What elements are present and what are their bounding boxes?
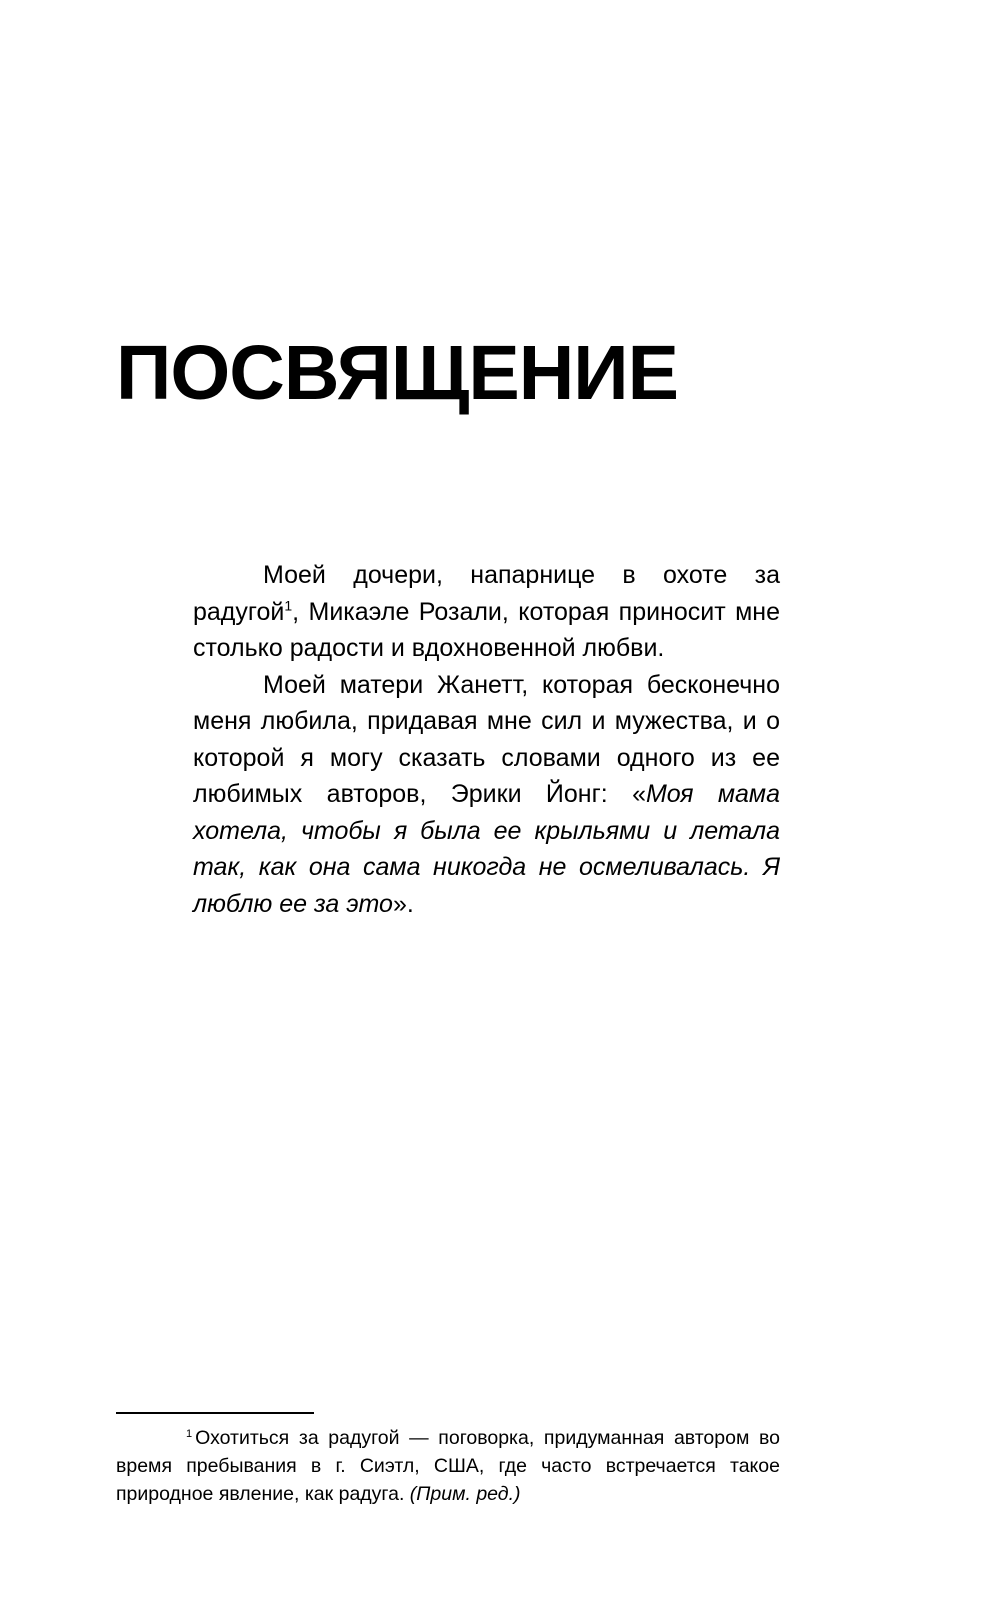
footnote-divider xyxy=(116,1412,314,1414)
quote-open-mark: « xyxy=(632,780,646,808)
footnote xyxy=(116,1424,780,1508)
footnote-text: Охотиться за радугой — поговорка, придуманная автором во время пребывания в г. Сиэтл, США, где часто встречается такое природное явление, как радуга. xyxy=(116,1427,780,1505)
footnote-paragraph xyxy=(116,1424,780,1508)
footnote-marker: 1 xyxy=(186,1427,193,1440)
dedication-paragraph-daughter xyxy=(193,557,780,667)
editor-note: (Прим. ред.) xyxy=(409,1483,521,1505)
page-title: ПОСВЯЩЕНИЕ xyxy=(116,330,679,416)
footnote-reference: 1 xyxy=(284,597,293,614)
quote-close-mark: ». xyxy=(392,889,414,918)
dedication-mother-text: Моей матери Жанетт, которая бесконечно меня любила, придавая мне сил и мужества, и о которой я могу сказать словами одного из ее любимых авторов, Эрики Йонг: xyxy=(193,670,780,808)
dedication-daughter-text-continued: , Микаэле Розали, которая приносит мне столько радости и вдохновенной любви. xyxy=(193,597,780,662)
dedication-text xyxy=(193,557,780,922)
dedication-paragraph-mother xyxy=(193,667,780,923)
dedication-daughter-text: Моей дочери, напарнице в охоте за радугой xyxy=(193,561,780,626)
erica-jong-quote: Моя мама хотела, чтобы я была ее крыльями и летала так, как она сама никогда не осмеливалась. Я люблю ее за это xyxy=(193,780,780,918)
